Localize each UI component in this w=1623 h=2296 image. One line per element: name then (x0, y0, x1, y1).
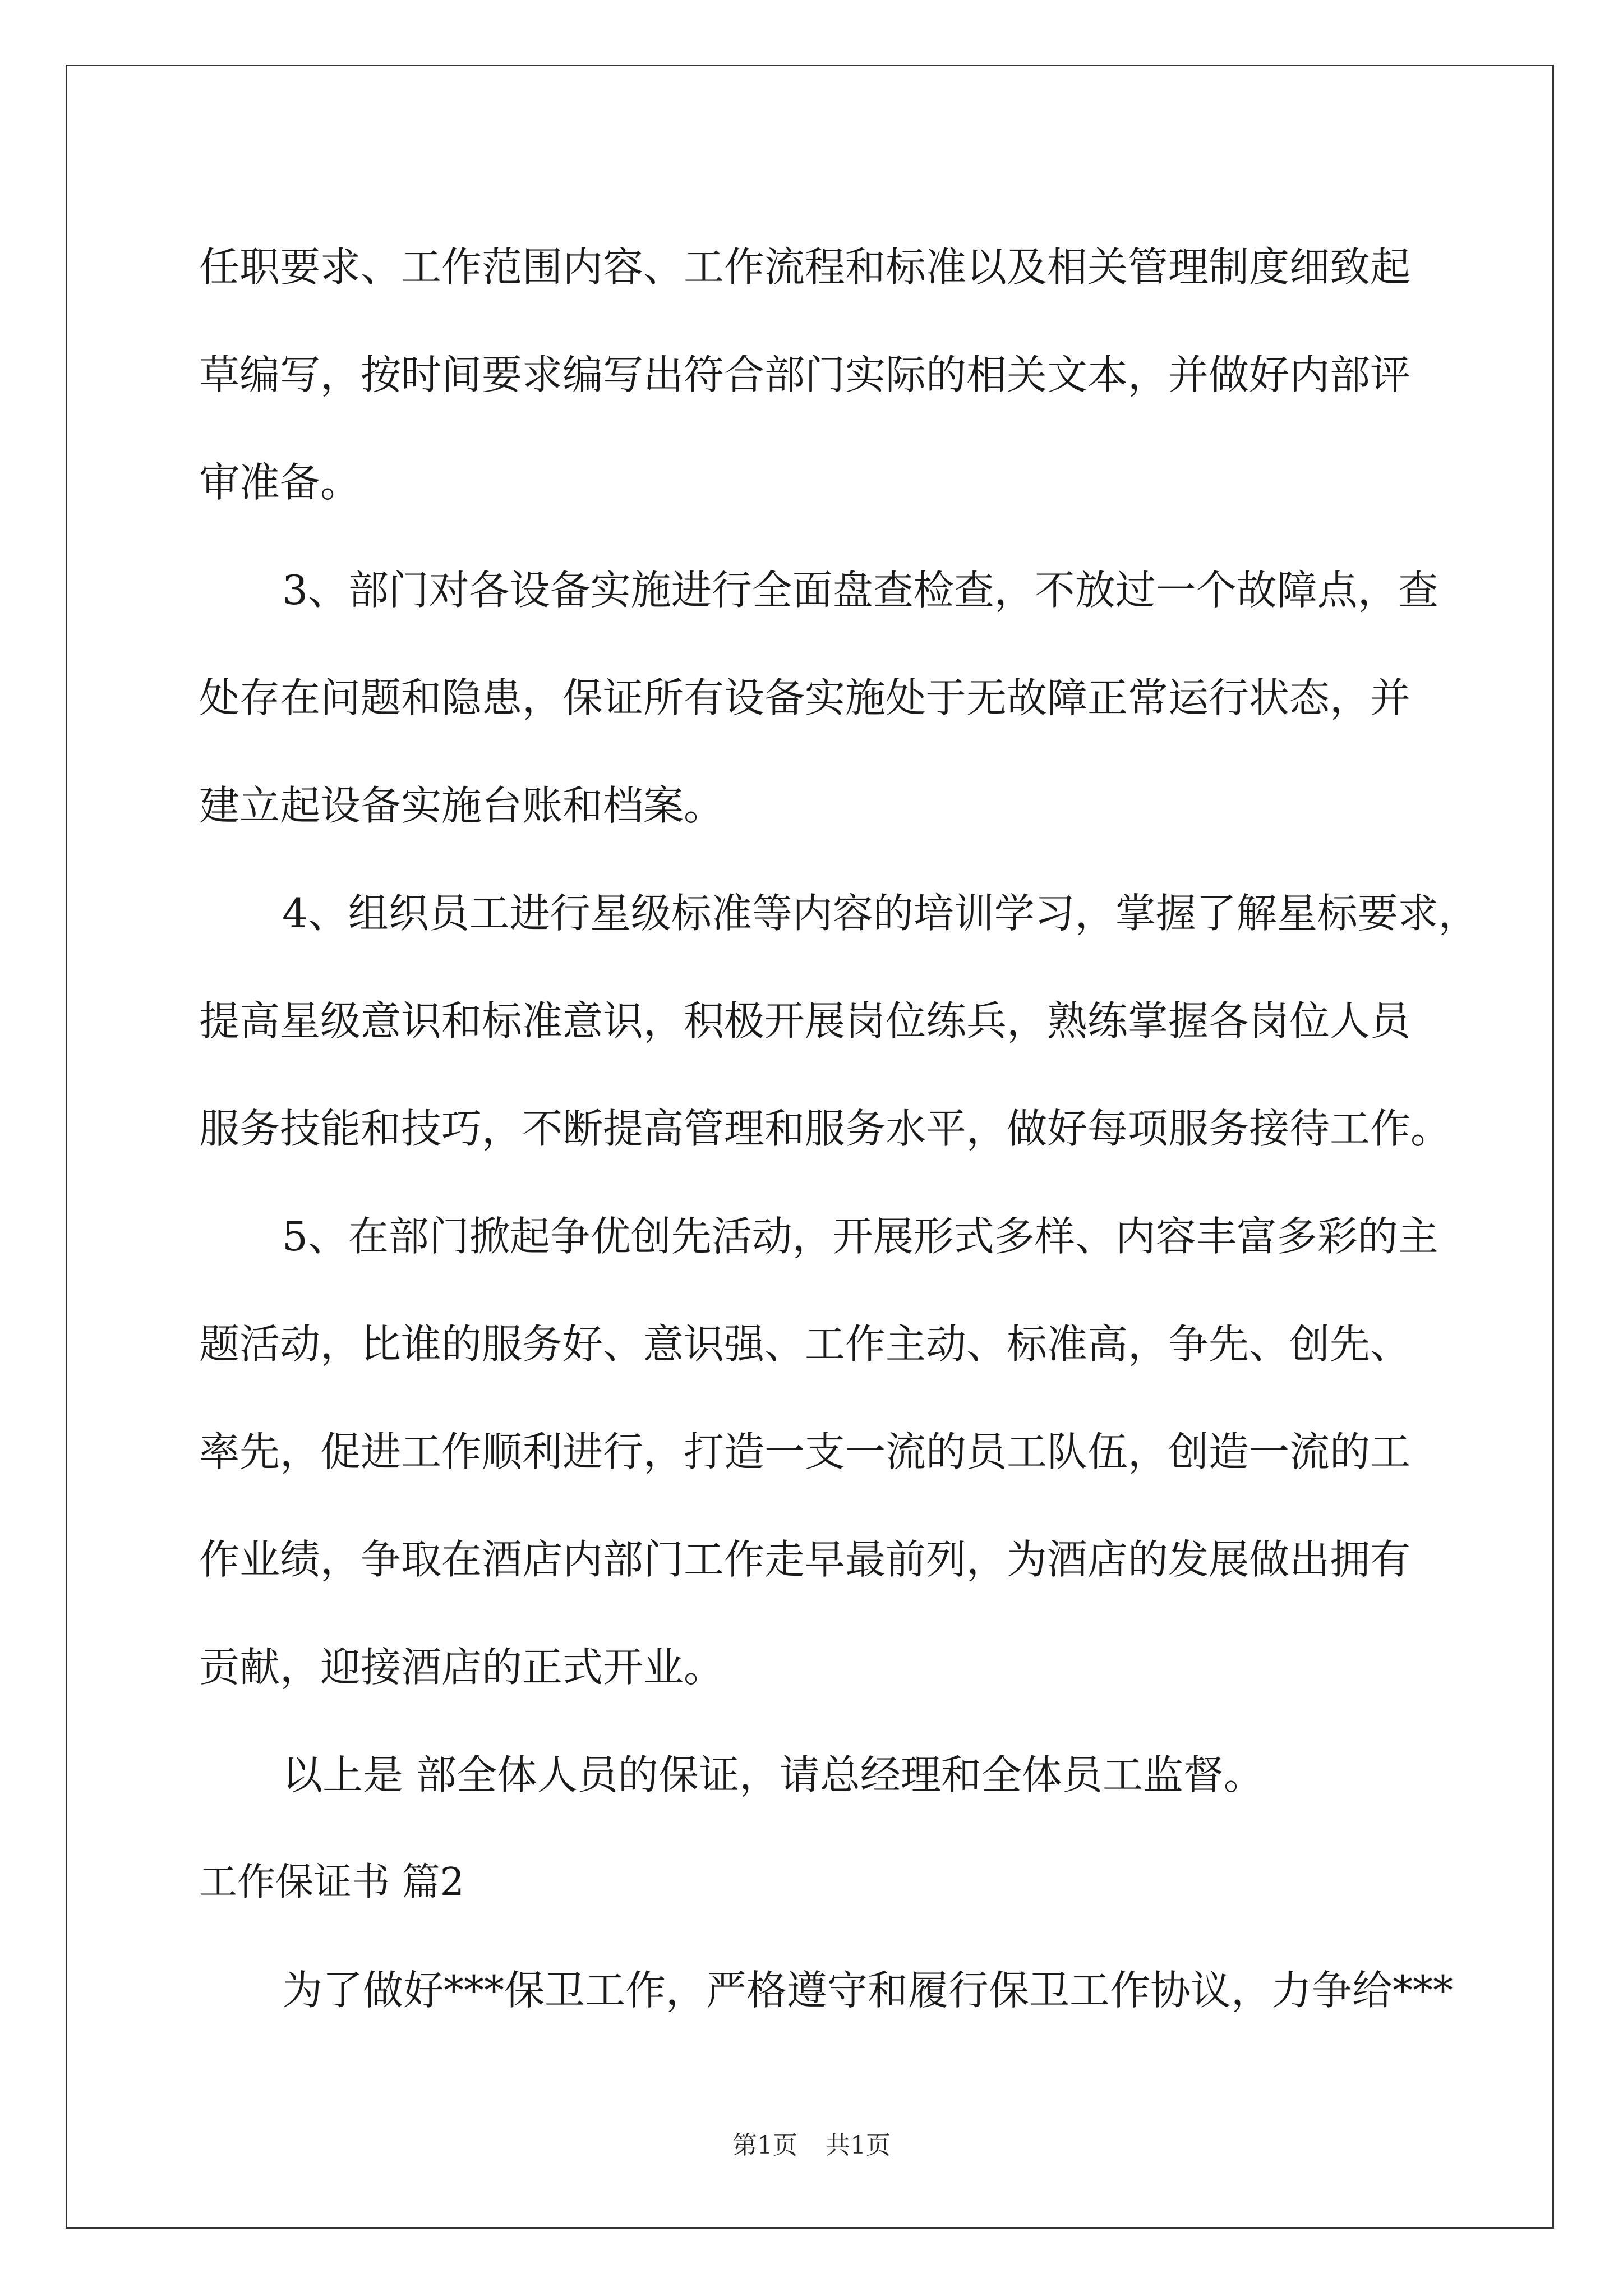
item-5-line-1: 5、在部门掀起争优创先活动，开展形式多样、内容丰富多彩的主 (282, 1213, 1438, 1260)
page-footer (0, 2129, 1623, 2162)
item-4-line-2: 提高星级意识和标准意识，积极开展岗位练兵，熟练掌握各岗位人员 (199, 997, 1411, 1045)
document-body (199, 213, 1479, 2044)
body-line-2: 草编写，按时间要求编写出符合部门实际的相关文本，并做好内部评 (199, 351, 1411, 398)
section-heading: 工作保证书 篇2 (199, 1860, 464, 1904)
item-5-line-4: 作业绩，争取在酒店内部门工作走早最前列，为酒店的发展做出拥有 (199, 1536, 1411, 1583)
closing-line: 以上是 部全体人员的保证，请总经理和全体员工监督。 (282, 1751, 1264, 1798)
body-line-3: 审准备。 (199, 459, 361, 506)
item-5-line-5: 贡献，迎接酒店的正式开业。 (199, 1644, 725, 1691)
item-5-line-2: 题活动，比谁的服务好、意识强、工作主动、标准高，争先、创先、 (199, 1320, 1411, 1368)
page-number: 第1页 (732, 2131, 797, 2160)
item-4-line-1: 4、组织员工进行星级标准等内容的培训学习，掌握了解星标要求， (282, 890, 1479, 937)
item-3-line-2: 处存在问题和隐患，保证所有设备实施处于无故障正常运行状态，并 (199, 674, 1411, 721)
item-3-line-1: 3、部门对各设备实施进行全面盘查检查，不放过一个故障点，查 (282, 567, 1438, 614)
item-3-line-3: 建立起设备实施台账和档案。 (199, 782, 725, 829)
item-5-line-3: 率先，促进工作顺利进行，打造一支一流的员工队伍，创造一流的工 (199, 1428, 1411, 1475)
page-total: 共1页 (826, 2131, 891, 2160)
item-4-line-3: 服务技能和技巧，不断提高管理和服务水平，做好每项服务接待工作。 (199, 1105, 1451, 1152)
section-2-first-line: 为了做好***保卫工作，严格遵守和履行保卫工作协议，力争给*** (282, 1967, 1454, 2014)
body-line-1: 任职要求、工作范围内容、工作流程和标准以及相关管理制度细致起 (199, 243, 1411, 291)
